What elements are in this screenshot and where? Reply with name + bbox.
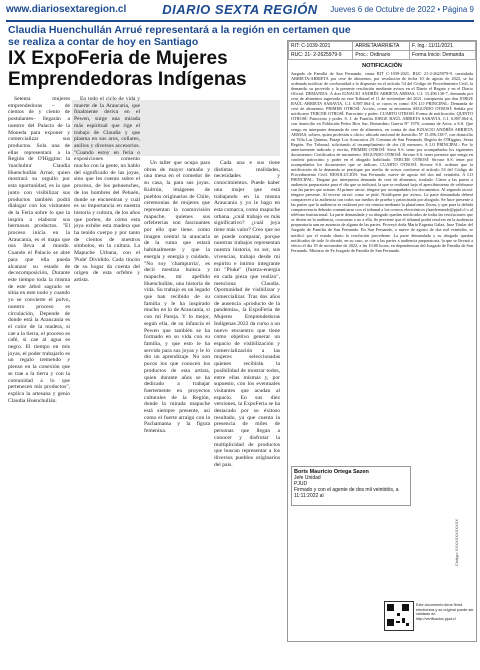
article-column-1	[8, 96, 70, 656]
date-page: Jueves 6 de Octubre de 2022 • Página 9	[330, 5, 474, 14]
signature-box	[291, 466, 411, 506]
column-4-text: Cada una e sus tiene distintas realidades, necesidades y conocimientos. Puede haber una mujer que está trabajando en la misma Araucanía y yo le hago en esta comarca, como mapuche urbana. ¿cuál trabajo es más significativo? ¿cuál joya tiene más valor? Creo que no se puede comparar, porque nuestras trabajos representan nuestra historia, su ser, sus vivencias, trabajo desde mi espiritu e íntimo integrante mi "Piuke" (fuerza-energía en cada pieza que realizo", menciona Claudia. Oportunidad de visibilizar y comercializar. Tras dos años de ausencia «producto de la pandemia», la ExpoFeria de Mujeres Emprendedoras Indígenas 2022 da curso a un nuevo encuentro que tiene como objetivo generar un espacio de visibilización y comercialización a las mujeres seleccionadas quienes recibirán la posibilidad de mostrar todos, entre ellas mismas y, por supuesto, con los eventuales visitantes que acudan al espacio. En sus diez versiones, la ExpoFeria se ha destacado por su éxitoso resultado, ya que cuenta la presencia de miles de personas que llegan a conocer y disfrutar la multiplicidad de productos que buscan representar a los diversos pueblos originarios del país.	[214, 160, 280, 468]
header-divider	[6, 20, 474, 22]
case-rit: RIT: C-1039-2021	[289, 42, 353, 51]
signer-name: Boris Mauricio Ortega Sazen	[294, 469, 369, 475]
case-ruc: RUC: 21- 2-2625979-9	[289, 51, 353, 60]
legal-notice	[287, 40, 477, 642]
case-parties: ARRIETA/ARRIETA	[353, 42, 410, 51]
signature-note: Firmado y con el agente de dos mil veintidós, a 11:11:2022 al	[294, 487, 399, 499]
signer-org: PJUD	[294, 481, 308, 487]
article-column-3	[144, 160, 210, 656]
article-kicker: Claudia Huenchullán Arrué representará a la región en certamen que se realiza a contar de hoy en Santiago	[8, 24, 351, 48]
article-column-2	[74, 96, 140, 656]
notice-body: Juzgado de Familia de San Fernando, causa RIT C-1039-2021, RUC 21-2-2625979-9, caratulada ARRIETA/ARRIETA por cese de alimentos, por resolución de fecha 10 de agosto de 2022, se ha ordenado notificar de conformidad a lo dispuesto en el artículo 54 del Código de Procedimiento Civil, la demanda, su proveído y la presente resolución mediante avisos en el Diario el Regato y en el Diario Oficial. DEMANDA: A don IGNACIO ANDRÉS ARRIETA ARMAS, C.I. 15.496.138-7, demanda por cese de alimentos ingresada en este Tribunal el 11 de noviembre del 2021, interpuesta por don JORGE RAÚL ARRIETA SARAVIA, C.I. 6.887.064-4, se cuyos es como: EN LO PRINCIPAL: Demanda de cese de alimentos; PRIMER OTROSÍ: Acción, como se encuentra SEGUNDO OTROSÍ: Señala por notificarse TERCER OTROSÍ: Patrocinio y poder. CUARTO OTROSÍ: Forma de notificación. QUINTO OTROSÍ: Patrocinio y poder. S. J. de Familia JORGE RAÚL ARRIETA SARAVIA, C.I. 6.887.064-4, con domicilio en Población Pedro Ríos Sur, Bernardino Guerra Nº 1970, comuna de Arica, a S.S. Que vengo en interponer demanda de cese de alimentos, en contra de don IGNACIO ANDRÉS ARRIETA ARMAS, soltero, quien profesión u oficio, ubicado nacional de domicilio Nº 15.496.138-7, con domicilio en Villa Las Quintas, Pasaje Los Araucarios 29, Comuna de San Fernando, Región de O'Higgins, Sexta Región. Por Tribunal, solicitando al incumplimiento de dos (4) menores; A LO PRINCIPAL: Por lo anteriormente indicado y escrito, PRIMER OTROSÍ: Sirva S.S. tener por acompañados los siguientes documentos: Certificados de nacimiento. SEGUNDO OTROSÍ: Sírvase S.S. tener presente que vengo en conferir patrocinio y poder en el abogado habilitado. TERCER OTROSÍ: Sírvase S.S. tener por acompañados los documentos que se indican. CUARTO OTROSÍ: Sírvase S.S. ordenar que la notificación de la demanda se practique por medio de avisos conforme al artículo 54 del Código de Procedimiento Civil. RESOLUCIÓN: San Fernando, nueve de agosto del dos mil veintidós. A LO PRINCIPAL: Téngase por interpuesta demanda de cese de alimentos, traslado. Cítese a las partes a audiencia preparatoria para el día que se indicará, la que se realizará bajo el apercibimiento de celebrarse con las partes que asistan. Al primer otrosí: téngase por acompañados los documentos. Al segundo otrosí: téngase presente. Al tercero otrosí: como se pide. Notifíquese por avisos. La parte demandada deberá comparecer a la audiencia con todos sus medios de prueba y patrocinada por abogado. Se hace presente a las partes que la audiencia se realizará por vía remota mediante la plataforma Zoom, y que para la debida comparecencia deberán comunicarse con el tribunal a los correos electrónicos jfsanfernando@pjud.cl o al teléfono institucional. La parte demandada y su abogado quedan notificados de todas las resoluciones que se dicten en la audiencia, concurran o no a ella. Se previene que el tribunal podrá resolver en la audiencia preparatoria aun en ausencia de alguna de las partes. Proveyó doña María Eugenia Galaz, Juez Titular del Juzgado de Familia de San Fernando. En San Fernando, a nueve de agosto de dos mil veintidós, se notificó por el estado diario la resolución precedente. La parte demandada y su abogado quedan notificados de todo lo obrado, en su caso, se cite a las partes a audiencia preparatoria, la que se llevará a efecto el día 19 de noviembre de 2022, a las 10:00 horas, en dependencias del Juzgado de Familia de San Fernando. Ministro de Fe Juzgado de Familia de San Fernando.	[291, 71, 473, 253]
site-url[interactable]: www.diariosextaregion.cl	[6, 4, 127, 15]
case-date: F. Ing.: 11/11/2021	[410, 42, 476, 51]
column-3-text: Un taller que ocupa para obras de mayor tamaño y una mesa en el comedor de su casa, la para sus joyas. Kultrún, imágenes de pueblos originarios de Chile, ceremonias de mujeres que representan la cosmovisión mapuche, quienes sus orfebrerías son fascinantes por ello que tiene. como imagen central la araucaria de la ruma que estará habitualmente y que la energía y energía y cuidado. "No soy 'champurria', es decir mestiza huinca y mapuche, mi apellido Huenchullán, una historia de vida. Su trabajo es un legado que han recibido de su familia y le ha inspirado mucho en lo de Araucanía, si con mi Pareja. Y lo mejor, según ella, de su infancia el Pewen que también se ha formado en su vida con su familia, y que esto le ha servido para sus joyas y le lo dio un aprendizaje. No son pocos los que conocen los productos de esta artista, quien durante años se ha dedicado a trabajar fuertemente en proyectos culturales de la Región, donde la mirada mapuche está siempre presente, así como el fuerte arraigo con la Pachamama y la figura femenina.	[144, 160, 210, 435]
column-2-text: En todo el ciclo de vida y muerte de la Araucaria, que finalmente deriva en el Pewen, surge una mirada más espiritual que rige el trabajo de Claudia y que plasma en sus aros, collares, anillos y diversos accesorios. "Cuando estoy en feria o exposiciones comento mucho con la gente, no hablo del significado de las joyas, sino que les cuento sobre el proceso, de los pehuenches, de los hombres del Pehuén, donde se encuentran y cuál es su importancia en nuestra historia y cultura, de los años que porten, de cómo esta joya exhibe esta madera que ha tenido cuerpo y por tanto de cientos de nuestros símbolos, en la cultura. La Mapuche Urbana, con el 'Pude' Dividido. Cada rincón de su hogar da cuenta del origen de esta orfebre y artista.	[74, 96, 140, 283]
article-headline: IX ExpoFeria de Mujeres Emprendedoras Indígenas	[8, 48, 247, 90]
side-code-text: Código: XXXXXXXXXXXX	[453, 519, 459, 566]
newspaper-brand: DIARIO SEXTA REGIÓN	[162, 2, 318, 17]
qr-code-icon[interactable]	[384, 601, 414, 631]
signer-role: Jefe Unidad	[294, 475, 321, 481]
masthead	[0, 0, 480, 22]
verification-text: Este documento tiene firma electrónica y su original puede ser validado en http://verificadoc.pjud.cl	[416, 603, 474, 621]
notice-title: NOTIFICACIÓN	[362, 63, 402, 69]
case-procedure: Proc.: Ordinario	[353, 51, 410, 60]
side-code	[453, 470, 479, 630]
article-column-4	[214, 160, 280, 656]
column-1-text: Setenta mujeres emprendedoras – de cientos de y ciento de postulantes– llegarán a nuestro del Palacio de la Moneda para exponer y comercializar sus productos. Sola una de ellas representará a la Región de O'Higgins: la 'machultra' Claudia Huenchullán Arrué, quien mostrará su orgullo por esta oportunidad, es la que junto con visibilizar sus productos también podrá dialogar con los visitantes de la Feria sobre lo que la inspira a elaborar sus hermosos productos. "El proceso inicia en la Araucanía, es el mapa que nos lleva al mundo. Cuando el Palacio se abre para que ella pueda alcanzar su estado de decocomposición, Durante este tiempo toda la misma de este árbol sagrado se sitúa en este nudo y cuando yo se convierte el polvo, nuestro proceso es circulación, Depende de donde está la Araucanía es el color de la madera, si cae a la tierra, el proceso es café, si cae al agua es negro. El tiempo en mis joyas, el poder trabajarlo es un regalo tremendo y pienso en la conexión que se trae a la tierra y con la comunidad a lo que pertenecen mis productos", explica la artesana y genio Claudia Huenchullán.	[8, 96, 70, 404]
case-start: Forma Inicio: Demanda	[410, 51, 476, 60]
notice-case-table	[288, 41, 476, 60]
